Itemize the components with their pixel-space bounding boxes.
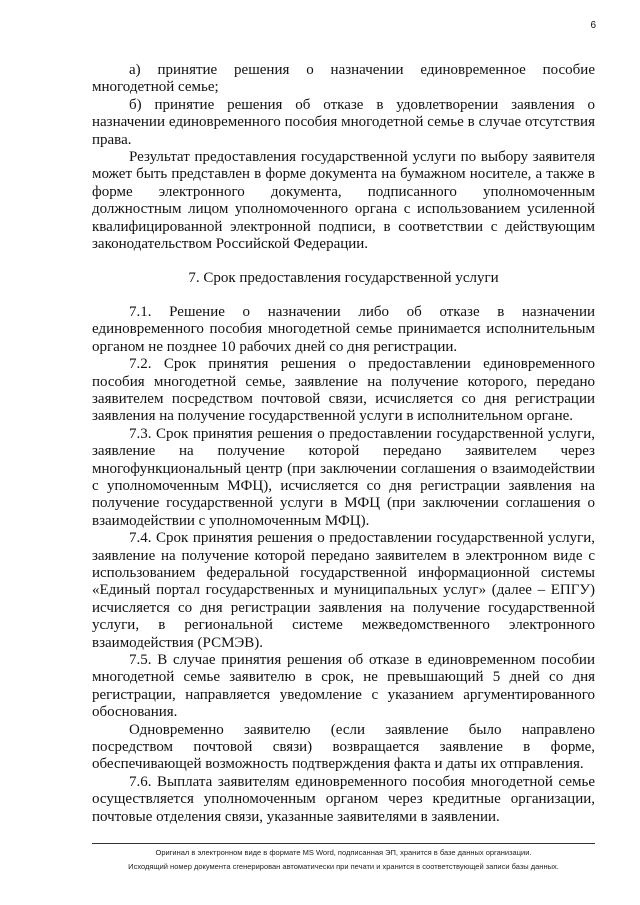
paragraph-result-b: б) принятие решения об отказе в удовлетворении заявления о назначении единовременного пособия многодетной семье в случае отсутствия права. <box>92 96 595 148</box>
paragraph-result-form: Результат предоставления государственной услуги по выбору заявителя может быть представлен в форме документа на бумажном носителе, а также в форме электронного документа, подписанного уполномоченным должностным лицом уполномоченного органа с использованием усиленной квалифицированной электронной подписи, в соответствии с действующим законодательством Российской Федерации. <box>92 149 595 253</box>
footer <box>92 846 595 874</box>
paragraph-7-2: 7.2. Срок принятия решения о предоставлении единовременного пособия многодетной семье, заявление на получение которого, передано заявителем посредством почтовой связи, исчисляется со дня регистрации заявления на получение государственной услуги в исполнительном органе. <box>92 356 595 425</box>
paragraph-7-1: 7.1. Решение о назначении либо об отказе в назначении единовременного пособия многодетной семье принимается исполнительным органом не позднее 10 рабочих дней со дня регистрации. <box>92 303 595 355</box>
page-number: 6 <box>590 20 596 31</box>
paragraph-7-6: 7.6. Выплата заявителям единовременного пособия многодетной семье осуществляется уполномоченным органом через кредитные организации, почтовые отделения связи, указанные заявителями в заявлении. <box>92 773 595 825</box>
footer-line-outgoing-number: Исходящий номер документа сгенерирован автоматически при печати и хранится в соответствующей записи базы данных. <box>128 862 559 871</box>
footer-line-original: Оригинал в электронном виде в формате MS Word, подписанная ЭП, хранится в базе данных организации. <box>155 848 532 857</box>
paragraph-result-a: а) принятие решения о назначении единовременное пособие многодетной семье; <box>92 62 595 96</box>
paragraph-7-4: 7.4. Срок принятия решения о предоставлении государственной услуги, заявление на получение которой передано заявителем в электронном виде с использованием федеральной государственной информационной системы «Единый портал государственных и муниципальных услуг» (далее – ЕПГУ) исчисляется со дня регистрации заявления на получение государственной услуги, в региональной системе межведомственного электронного взаимодействия (РСМЭВ). <box>92 530 595 651</box>
paragraph-simultaneously: Одновременно заявителю (если заявление было направлено посредством почтовой связи) возвращается заявление в форме, обеспечивающей возможность подтверждения факта и даты их отправления. <box>92 721 595 773</box>
document-body <box>92 62 595 826</box>
section-heading: 7. Срок предоставления государственной услуги <box>188 270 499 287</box>
footer-divider <box>92 843 595 844</box>
paragraph-7-3: 7.3. Срок принятия решения о предоставлении государственной услуги, заявление на получение которой передано заявителем через многофункциональный центр (при заключении соглашения о взаимодействии с уполномоченным МФЦ), исчисляется со дня регистрации заявления на получение государственной услуги в МФЦ (при заключении соглашения о взаимодействии с уполномоченным МФЦ). <box>92 425 595 529</box>
paragraph-7-5: 7.5. В случае принятия решения об отказе в единовременном пособии многодетной семье заявителю в срок, не превышающий 5 дней со дня регистрации, направляется уведомление с указанием аргументированного обоснования. <box>92 652 595 721</box>
